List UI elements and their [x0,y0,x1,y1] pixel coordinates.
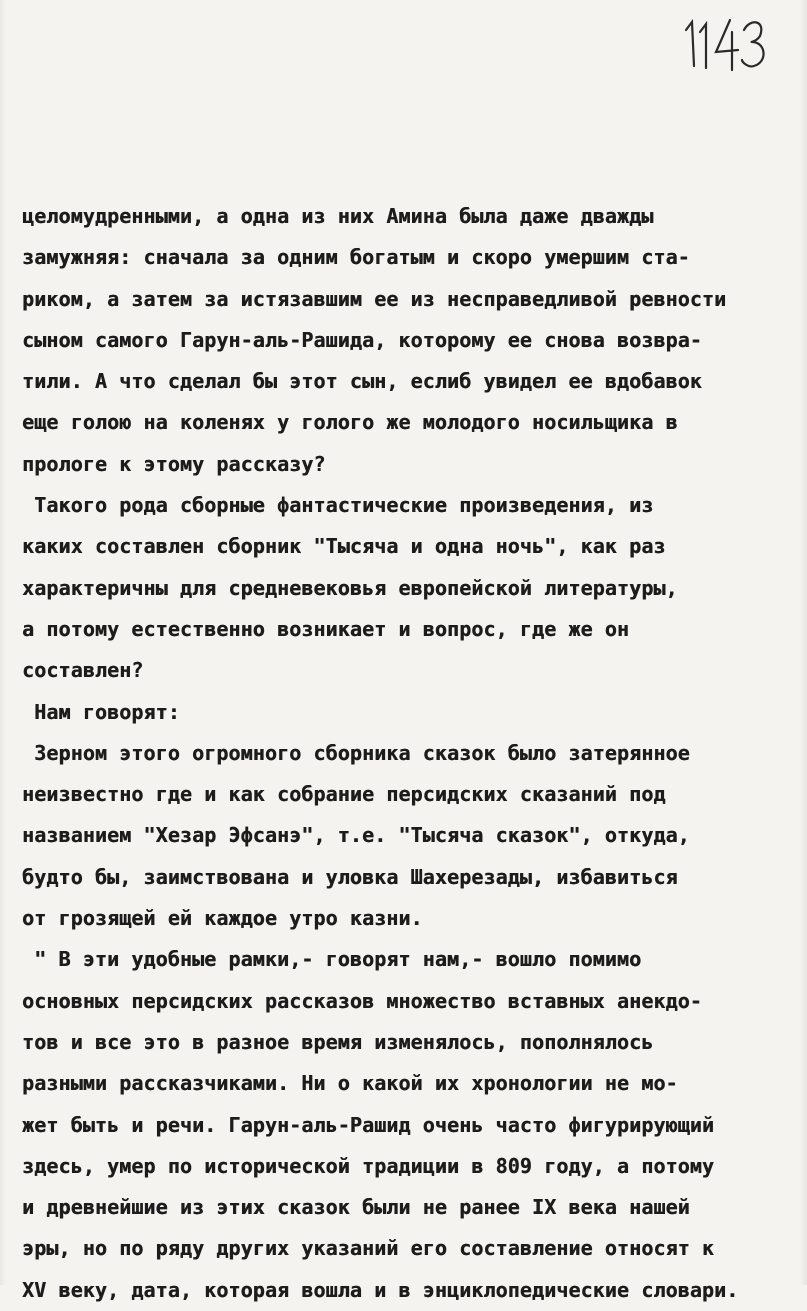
text-line: а потому естественно возникает и вопрос, где же он [22,616,630,641]
text-line: от грозящей ей каждое утро казни. [22,906,423,931]
text-line: Зерном этого огромного сборника сказок было затерянное [22,740,690,765]
text-line: сыном самого Гарун-аль-Рашида, которому ее снова возвра- [22,327,702,352]
text-line: и древнейшие из этих сказок были не ранее IX века нашей [22,1195,690,1220]
text-line: Нам говорят: [22,699,180,724]
body-text [22,196,802,1311]
text-line: Такого рода сборные фантастические произведения, из [22,493,654,518]
text-line: жет быть и речи. Гарун-аль-Рашид очень часто фигурирующий [22,1112,715,1137]
handwritten-number-drawing [680,12,770,72]
text-line: каких составлен сборник "Тысяча и одна ночь", как раз [22,534,666,559]
text-line: целомудренными, а одна из них Амина была даже дважды [22,204,654,228]
text-line: тили. А что сделал бы этот сын, еслиб увидел ее вдобавок [22,369,702,394]
text-line: будто бы, заимствована и уловка Шахерезады, избавиться [22,864,678,889]
text-line: разными рассказчиками. Ни о какой их хронологии не мо- [22,1071,678,1096]
text-line: XV веку, дата, которая вошла и в энциклопедические словари. [22,1277,739,1302]
text-line: составлен? [22,658,144,683]
text-line: " В эти удобные рамки,- говорят нам,- вошло помимо [22,947,642,972]
text-line: здесь, умер по исторической традиции в 809 году, а потому [22,1153,715,1178]
text-line: характеричны для средневековья европейской литературы, [22,575,678,600]
text-line: риком, а затем за истязавшим ее из несправедливой ревности [22,286,727,311]
text-line: основных персидских рассказов множество вставных анекдо- [22,988,702,1013]
text-line: еще голою на коленях у голого же молодого носильщика в [22,410,678,435]
text-line: тов и все это в разное время изменялось, пополнялось [22,1029,654,1054]
text-line: замужняя: сначала за одним богатым и скоро умершим ста- [22,245,690,270]
text-line: эры, но по ряду других указаний его составление относят к [22,1236,715,1261]
text-line: неизвестно где и как собрание персидских сказаний под [22,782,666,807]
handwritten-page-number [680,12,770,72]
text-line: прологе к этому рассказу? [22,451,326,476]
text-line: названием "Хезар Эфсанэ", т.е. "Тысяча сказок", откуда, [22,823,690,848]
